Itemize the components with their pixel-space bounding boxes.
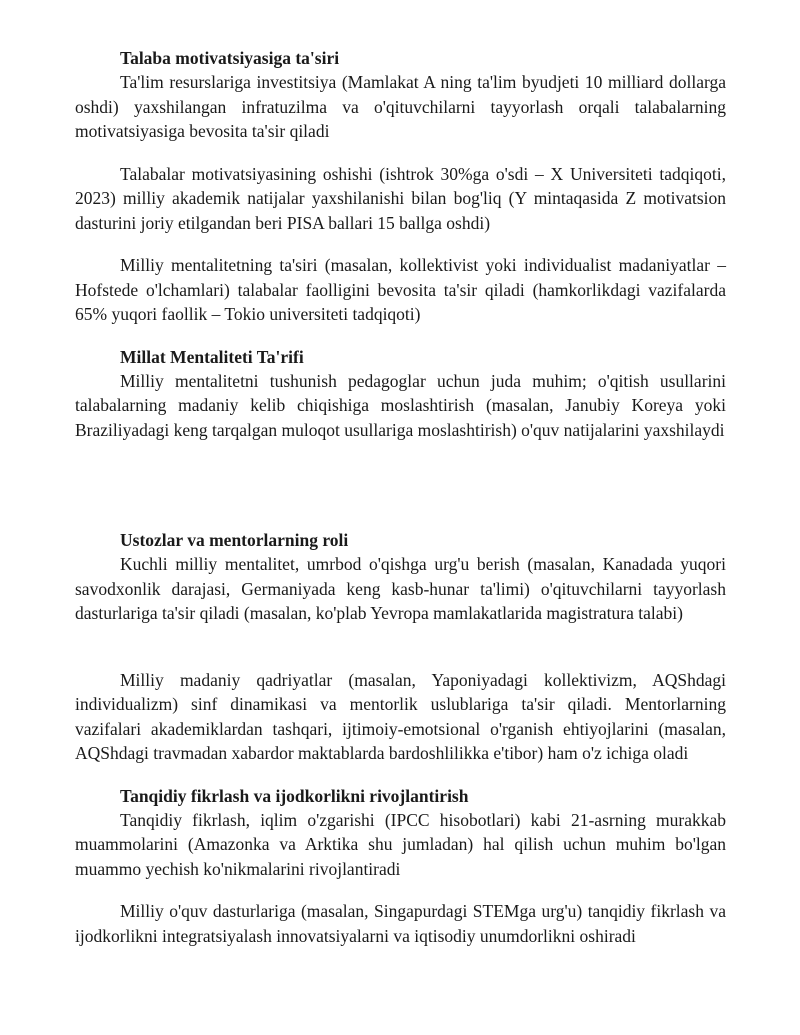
paragraph: Talabalar motivatsiyasining oshishi (ishtrok 30%ga o'sdi – X Universiteti tadqiqoti, 2023) milliy akademik natijalar yaxshilanishi bilan bog'liq (Y mintaqasida Z motivatsion dasturini joriy etilgandan beri PISA ballari 15 ballga oshdi) <box>75 163 726 233</box>
section-heading-teachers-mentors: Ustozlar va mentorlarning roli <box>120 530 349 550</box>
paragraph: Tanqidiy fikrlash, iqlim o'zgarishi (IPCC hisobotlari) kabi 21-asrning murakkab muammolarini (Amazonka va Arktika shu jumladan) hal qilish uchun muhim bo'lgan muammo yechish ko'nikmalarini rivojlantiradi <box>75 809 726 879</box>
paragraph: Ta'lim resurslariga investitsiya (Mamlakat A ning ta'lim byudjeti 10 milliard dollarga oshdi) yaxshilangan infratuzilma va o'qituvchilarni tayyorlash orqali talabalarning motivatsiyasiga bevosita ta'sir qiladi <box>75 72 726 141</box>
document-page <box>75 46 726 948</box>
paragraph: Milliy o'quv dasturlariga (masalan, Singapurdagi STEMga urg'u) tanqidiy fikrlash va ijodkorlikni integratsiyalash innovatsiyalarni va iqtisodiy unumdorlikni oshiradi <box>75 901 726 946</box>
paragraph: Milliy mentalitetning ta'siri (masalan, kollektivist yoki individualist madaniyatlar – Hofstede o'lchamlari) talabalar faolligini bevosita ta'sir qiladi (hamkorlikdagi vazifalarda 65% yuqori faollik – Tokio universiteti tadqiqoti) <box>75 255 726 324</box>
paragraph: Milliy mentalitetni tushunish pedagoglar uchun juda muhim; o'qitish usullarini talabalarning madaniy kelib chiqishiga moslashtirish (masalan, Janubiy Koreya yoki Braziliyadagi keng tarqalgan muloqot usullariga moslashtirish) o'quv natijalarini yaxshilaydi <box>75 370 726 440</box>
section-heading-student-motivation: Talaba motivatsiyasiga ta'siri <box>120 48 340 68</box>
paragraph: Milliy madaniy qadriyatlar (masalan, Yaponiyadagi kollektivizm, AQShdagi individualizm) sinf dinamikasi va mentorlik uslublariga ta'sir qiladi. Mentorlarning vazifalari akademiklardan tashqari, ijtimoiy-emotsional o'rganish ehtiyojlarini (masalan, AQShdagi travmadan xabardor maktablarda bardoshlilikka e'tibor) ham o'z ichiga oladi <box>75 669 726 763</box>
paragraph: Kuchli milliy mentalitet, umrbod o'qishga urg'u berish (masalan, Kanadada yuqori savodxonlik darajasi, Germaniyada keng kasb-hunar ta'limi) o'qituvchilarni tayyorlash dasturlariga ta'sir qiladi (masalan, ko'plab Yevropa mamlakatlarida magistratura talabi) <box>75 554 726 623</box>
section-heading-critical-thinking: Tanqidiy fikrlash va ijodkorlikni rivojlantirish <box>120 785 469 806</box>
section-heading-national-mentality: Millat Mentaliteti Ta'rifi <box>120 346 304 367</box>
